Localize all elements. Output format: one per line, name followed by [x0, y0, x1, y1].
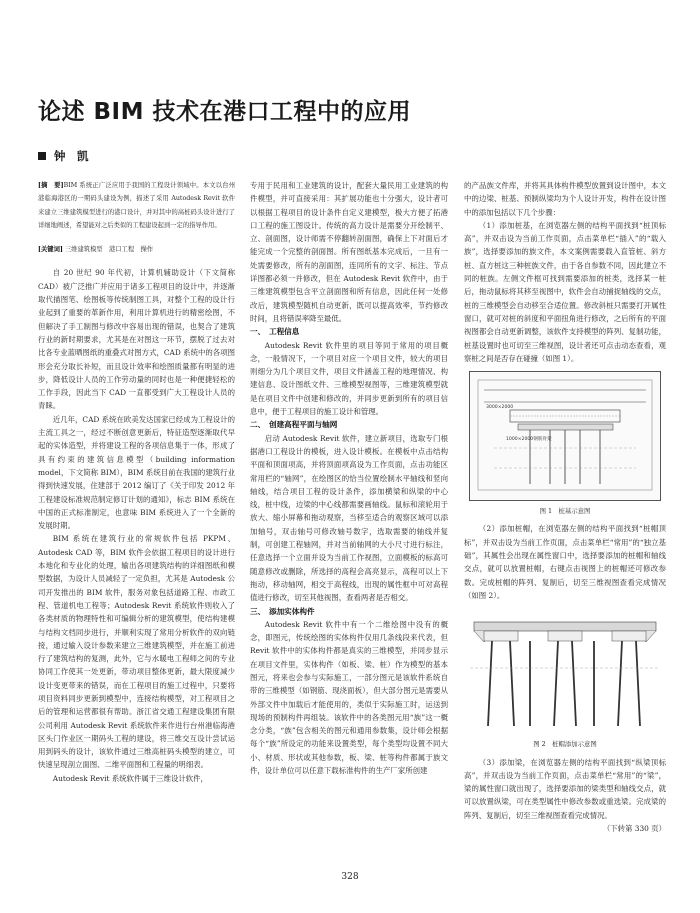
figure-2-caption: 图 2 桩帽添加示意图: [533, 740, 597, 749]
article-author: [38, 148, 89, 164]
article-title: 论述 BIM 技术在港口工程中的应用: [38, 99, 411, 125]
author-name: 钟 凯: [54, 149, 89, 163]
pile-cap-drawing: [470, 608, 660, 734]
col1-paragraph: 自 20 世纪 90 年代初，计算机辅助设计（下文简称 CAD）被广泛推广并应用于诸多工程项目的设计中，并逐渐取代描图笔、绘图板等传统制图工具，对整个工程的设计行业起到了重要的革新作用，利用计算机进行的精密绘图，不但解决了手工制图与修改中容易出现的错误，也契合了建筑行业的新时期要求，尤其是在对图这一环节，摆脱了过去对比各专业蓝晒图纸的重叠式对图方式，CAD 系统中的各项图形会充分取长补短，而且设计效率和绘图质量都有明显的进步，降低设计人员的工作劳动量的同时也是一种便捷轻松的工作手段，因此当下 CAD 一直都受到广大工程设计人员的青睐。: [38, 268, 235, 411]
col1-paragraph: Autodesk Revit 系统软件属于三维设计软件，: [52, 773, 208, 783]
column-2: [250, 179, 448, 777]
section-heading: 二、 创建高程平面与轴网: [250, 420, 338, 430]
col3-paragraph: （2）添加桩帽，在浏览器左侧的结构平面找到“桩帽顶标”，并双击设为当前工作页面，点击菜单栏“常用”的“独立基础”，其属性会出现在属性窗口中，选择要添加的桩帽和轴线交点，就可以放置桩帽，右键点击视图上的桩帽还可修改参数。完成桩帽的阵列、复制后，切至三维视图查看完成情况（如图 2）。: [464, 524, 666, 600]
col3-paragraph: （3）添加梁，在浏览器左侧的结构平面找到“纵梁顶标高”，并双击设为当前工作页面，点击菜单栏“常用”的“梁”，梁的属性窗口就出现了，选择要添加的梁类型和轴线交点，就可以放置纵梁，可在类型属性中修改参数或重选梁。完成梁的阵列、复制后，切至三维视图查看完成情况。: [464, 757, 666, 820]
page-number: 328: [341, 872, 359, 882]
col3-paragraph: （1）添加桩基，在浏览器左侧的结构平面找到“桩顶标高”，并双击设为当前工作页面，点击菜单栏“插入”的“载入族”，选择要添加的族文件，本文案例需要载入直管桩、斜方桩、直方桩这三种桩族文件，由于各自参数不同，因此建立不同的桩族。左侧文件框可找到需要添加的桩类，选择某一桩后，拖动鼠标将其移至视图中，软件会自动捕捉轴线的交点，桩的三维模型会自动移至合适位置。修改斜桩只需要打开属性窗口，就可对桩的斜度和平面扭角进行修改，之后所有的平面视图都会自动更新调整，该软件支持模型的阵列、复制功能，桩基设置时也可切至三维视图，设计者还可点击动态查看，观察桩之间是否存在碰撞（如图 1）。: [464, 220, 666, 363]
keywords-label: [关键词]: [38, 246, 63, 254]
keywords-text: 三维建筑模型 港口工程 操作: [64, 246, 154, 254]
square-bullet-icon: [38, 152, 46, 160]
col2-paragraph: Autodesk Revit 软件中有一个二维绘图中没有的概念，即图元，传统绘图的实体构件仅用几条线段来代表，但 Revit 软件中的实体构件都是真实的三维模型，并同步显示在项目文件里，实体构件（如板、梁、桩）作为模型的基本图元，将来也会参与实际施工，一部分图元是该软件系统自带的三维模型（如钢筋、现浇面板），但大部分图元是需要从外部文件中加载后才能使用的，类似于实际施工时，运送到现场的预制构件再组装。该软件中的各类图元用“族”这一概念分类，“族”包含相关的图元和通用参数集，设计师会根据每个“族”所设定的功能来设置类型，每个类型均设置不同大小、材质、形状或其他参数，板、梁、桩等构件都属于族文件，设计单位可以任意下载标准构件的生产厂家所创建: [250, 619, 448, 776]
section-heading: 三、 添加实体构件: [250, 606, 315, 616]
fig1-label: 1000×2000钢筋骨架: [506, 437, 552, 443]
column-3: [464, 179, 666, 835]
figure-1-pile-diagram: [469, 371, 661, 501]
col1-paragraph: 近几年，CAD 系统在欧美发达国家已经成为工程设计的主流工具之一，经过不断创意更新后，特征造型逐渐取代早起的实体造型，并将建设工程的各项信息集于一体，形成了具有约束的建筑信息模型（building information model，下文简称 BIM），BIM 系统目前在我国的建筑行业得到快速发展，住建部于 2012 编订了《关于印发 2012 年工程建设标准规范制定修订计划的通知》，标志 BIM 系统在中国的正式标准制定，也意味 BIM 系统进入了一个全新的发展时期。: [38, 414, 235, 531]
fig1-label: 3000×2000: [486, 405, 514, 411]
section-heading: 一、 工程信息: [250, 327, 300, 337]
col3-paragraph: 的产品族文件库，并将其具体构件模型放置到设计图中，本文中的边梁、桩基、预制纵梁均为个人设计开发，构件在设计图中的添加包括以下几个步骤：: [464, 181, 666, 217]
continued-note: （下转第 330 页）: [602, 824, 666, 834]
keywords: [38, 243, 235, 256]
col1-paragraph: BIM 系统在建筑行业的常规软件包括 PKPM、Autodesk CAD 等，BIM 软件会依据工程项目的设计进行本地化和专业化的处理，输出各项建筑结构的详细图纸和模型数据，为设计人员减轻了一定负担，尤其是 Autodesk 公司开发推出的 BIM 软件，服务对象包括道路工程、市政工程、管道机电工程等；Autodesk Revit 系统软件则收入了各类材质的物理特性和可编辑分析的建筑模型，使结构建模与结构文档同步进行，并顺利实现了常用分析软件的双向链接，通过输入设计参数来建立三维建筑模型，并在施工前进行了建筑结构的复测，此外，它与水暖电工程师之间的专业协同工作使其一处更新，带动项目整体更新，最大限度减少设计变更带来的错误，而在工程项目的施工过程中，只要将项目资料同步更新到模型中，连接结构模型，对工程项目之后的管理和运营都很有帮助。浙江省交通工程建设集团有限公司利用 Autodesk Revit 系统软件来作进行台州港临海港区头门作业区一期码头工程的建设，将三维交互设计尝试运用到码头的设计，该软件通过三维高桩码头模型的建立，可快速呈现剖立面图、二维平面图和工程量的明细表。: [38, 534, 235, 770]
abstract-text: BIM 系统正广泛应用于我国的工程设计领域中。本文以台州港临海港区的一期码头建设为例，描述了采用 Autodesk Revit 软件来建立三维建筑模型进行的港口设计，并对其中的高桩码头设计进行了详细地阐述，希望能对之后类似的工程建设起到一定的指导作用。: [38, 182, 235, 229]
abstract: [38, 179, 235, 232]
pile-foundation-drawing: [470, 372, 660, 500]
figure-2-pile-cap-diagram: [470, 608, 660, 734]
column-1: [38, 179, 235, 785]
figure-1-caption: 图 1 桩基示意图: [539, 507, 591, 516]
col2-paragraph: 启动 Autodesk Revit 软件，建立新项目，选取专门根据港口工程设计的模板，进入设计模板。在模板中点击结构平面和顶面项高，并将顶面项高设为工作页面，点击功能区常用栏的“轴网”，在绘图区的恰当位置绘制水平轴线和竖向轴线，结合项目工程的设计条件，添加横梁和纵梁的中心线，桩中线，边梁的中心线都需要画轴线。鼠标和滚轮用于放大、缩小屏幕和拖动观察，当移至适合的观察区域可以添加轴号，双击轴号可修改轴号数字，选取需要的轴线并复制，可创建工程轴网，并对当前轴网的大小尺寸进行标注，任意选择一个立面并设为当前工作视图，立面模板的标高可随意修改或删除，所选择的高程会高亮显示，高程可以上下拖动，移动轴网，相交于高程线，出现的属性框中可对高程值进行修改，切至其他视图，查看两者是否相交。: [250, 433, 448, 603]
col2-paragraph: Autodesk Revit 软件里的项目等同于常用的项目概念，一般情况下，一个项目对应一个项目文件，较大的项目则细分为几个项目文件，项目文件涵盖工程的地理情况、构建信息、设计图纸文件、三维模型视图等，三维建筑模型就是在项目文件中创建和修改的，并同步更新到所有的项目信息中，便于工程项目的施工设计和管理。: [250, 340, 448, 417]
col2-paragraph: 专用于民用和工业建筑的设计，配套大量民用工业建筑的构件模型，并可直接采用：其扩展功能也十分强大，设计者可以根据工程项目的设计条件自定义建模型，极大方便了拓港口工程的施工图设计。传统的高力设计是需要分开绘制平、立、剖面图，设计师需不停翻转剖面图，确保上下对面后才能完成一个完整的剖面图。所有图纸基本完成后，一旦有一处需要修改，所有的剖面图，连同所有的文字、标注、节点详图都必须一并修改，但在 Autodesk Revit 软件中，由于三维建筑模型包含平立剖面图和所有信息，因此任何一处修改后，建筑模型随机自动更新，既可以提高效率，节约修改时间，且将错误率降至最低。: [250, 181, 448, 323]
abstract-label: [摘 要]: [38, 182, 64, 189]
